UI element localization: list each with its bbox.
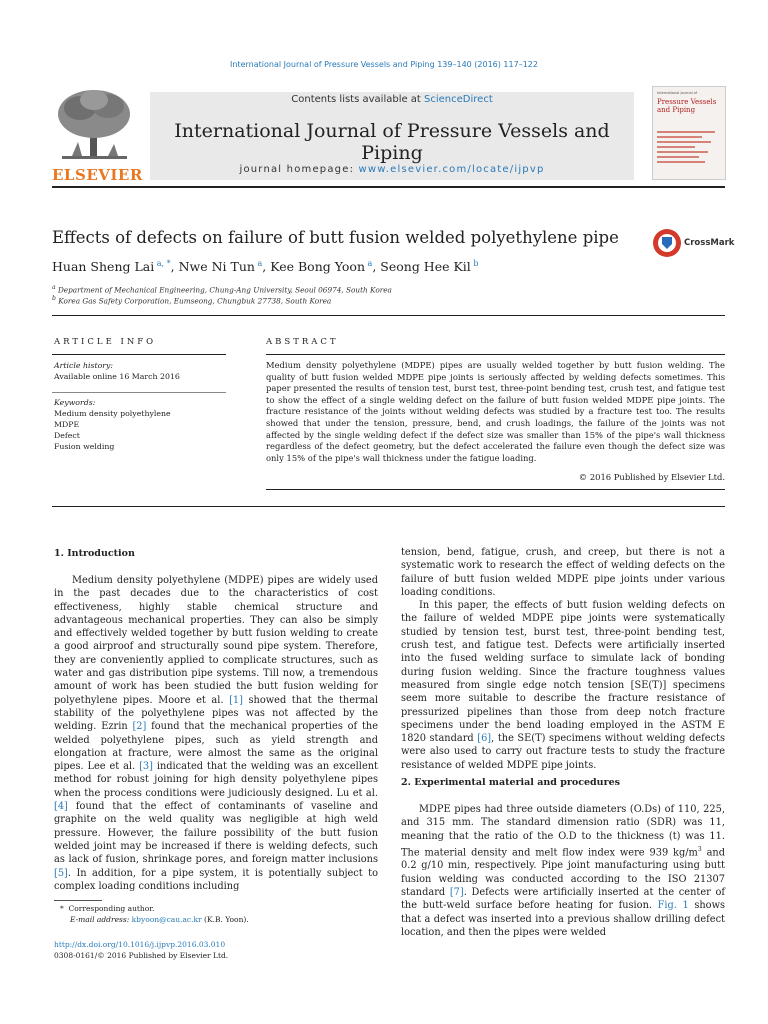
body-paragraph: tension, bend, fatigue, crush, and creep, but there is not a systematic work to research the effect of welding defects on the failure of butt fusion welded MDPE pipe joints under various loading conditions. xyxy=(401,547,725,598)
abstract-bottom-rule xyxy=(266,489,725,490)
crossmark-icon xyxy=(652,228,682,258)
keywords-block xyxy=(54,397,171,452)
figure-link[interactable]: Fig. 1 xyxy=(657,900,689,912)
author-affiliation-mark[interactable]: a xyxy=(367,259,373,268)
keyword-item: Medium density polyethylene xyxy=(54,409,171,418)
abstract-text: Medium density polyethylene (MDPE) pipes are usually welded together by butt fusion welding. The quality of butt fusion welded MDPE pipe joints is seriously affected by welding defects sometimes. This paper presented the results of tension test, burst test, three-point bending test, crush test, and fatigue test to show the effect of a single welding defect on the failure of butt fusion welded MDPE pipe joints. The fracture resistance of the joints without welding defects was studied by a fracture test too. The results showed that under the tension, pressure, bend, and crush loadings, the failure of the joints was not affected by the single welding defect if the defect size was smaller than 15% of the pipe's wall thickness regardless of the defect geometry, but the defect accelerated the failure even though the defect size was only 15% of the pipe's wall thickness under the fatigue loading. xyxy=(266,360,725,463)
crossmark-label: CrossMark xyxy=(684,238,735,248)
doi-block xyxy=(54,939,228,961)
article-title: Effects of defects on failure of butt fusion welded polyethylene pipe xyxy=(52,228,619,247)
reference-link[interactable]: [2] xyxy=(132,721,147,733)
homepage-prefix: journal homepage: xyxy=(239,164,359,175)
reference-link[interactable]: [4] xyxy=(54,801,68,813)
introduction-paragraph: Medium density polyethylene (MDPE) pipes are widely used in the past decades due to the characteristics of cost effectiveness, highly stable chemical structure and advantageous mechanical properties. They can also be simply and effectively welded together by butt fusion welding to create a good airproof and structurally sound pipe system. Therefore, they are conveniently applied to complicate structures, such as water and gas distribution pipe systems. Till now, a tremendous amount of work has been studied the butt fusion welding for polyethylene pipes. Moore et al. [1] showed that the thermal stability of the polyethylene pipes was not affected by the welding. Ezrin [2] found that the mechanical properties of the welded polyethylene pipes, such as yield strength and elongation at fracture, were almost the same as the original pipes. Lee et al. [3] indicated that the welding was an excellent method for robust joining for high density polyethylene pipes when the process conditions were judiciously designed. Lu et al. [4] found that the effect of contaminants of vaseline and graphite on the weld quality was negligible at high weld pressure. However, the failure possibility of the butt fusion welded joint may be increased if there is welding defects, such as lack of fusion, shrinkage pores, and foreign matter inclusions [5]. In addition, for a pipe system, it is potentially subject to complex loading conditions including xyxy=(54,575,378,892)
journal-homepage xyxy=(150,164,634,175)
author-name[interactable]: Nwe Ni Tun xyxy=(178,259,255,275)
journal-cover-image xyxy=(652,86,726,180)
keywords-label: Keywords: xyxy=(54,398,96,407)
sciencedirect-link[interactable]: ScienceDirect xyxy=(424,94,493,105)
reference-link[interactable]: [7] xyxy=(449,887,464,899)
contents-availability xyxy=(150,94,634,105)
reference-link[interactable]: [5] xyxy=(54,867,68,879)
section-1-heading: 1. Introduction xyxy=(54,548,135,559)
abstract-rule xyxy=(266,354,725,355)
reference-link[interactable]: [1] xyxy=(229,694,243,706)
right-column-text xyxy=(401,546,725,772)
corresponding-author-footnote: * Corresponding author. E-mail address: kbyoon@cau.ac.kr (K.B. Yoon). xyxy=(60,904,249,924)
abstract-heading: ABSTRACT xyxy=(266,337,339,347)
title-divider xyxy=(52,315,725,316)
journal-title: International Journal of Pressure Vessels and Piping xyxy=(174,120,610,164)
author-name[interactable]: Kee Bong Yoon xyxy=(270,259,365,275)
keyword-item: Fusion welding xyxy=(54,442,115,451)
doi-link[interactable]: http://dx.doi.org/10.1016/j.ijpvp.2016.03.010 xyxy=(54,940,226,949)
author-list: Huan Sheng Lai $^{a, *}$, Nwe Ni Tun $^a$, Kee Bong Yoon $^a$, Seong Hee Kil $^b$ xyxy=(52,259,479,275)
section-2-heading: 2. Experimental material and procedures xyxy=(401,777,620,788)
author-email-link[interactable]: kbyoon@cau.ac.kr xyxy=(131,915,202,924)
author-affiliation-mark[interactable]: a xyxy=(257,259,263,268)
author-name[interactable]: Huan Sheng Lai xyxy=(52,259,155,275)
article-history xyxy=(54,360,180,382)
cover-subtitle: International Journal of xyxy=(657,91,698,95)
abstract-copyright: © 2016 Published by Elsevier Ltd. xyxy=(578,472,725,482)
history-value: Available online 16 March 2016 xyxy=(54,372,180,381)
affiliation-b: $^b$ Korea Gas Safety Corporation, Eumseong, Chungbuk 27738, South Korea xyxy=(52,295,332,306)
affiliation-a: $^a$ Department of Mechanical Engineering, Chung-Ang University, Seoul 06974, South Korea xyxy=(52,284,392,295)
history-label: Article history: xyxy=(54,361,114,370)
masthead-divider xyxy=(52,186,725,188)
journal-citation[interactable]: International Journal of Pressure Vessels and Piping 139–140 (2016) 117–122 xyxy=(230,60,538,69)
footnote-rule xyxy=(54,900,102,901)
crossmark-badge[interactable] xyxy=(652,228,735,260)
author-name[interactable]: Seong Hee Kil xyxy=(380,259,471,275)
cover-title: Pressure Vessels and Piping xyxy=(657,98,717,114)
keyword-item: MDPE xyxy=(54,420,80,429)
keyword-item: Defect xyxy=(54,431,80,440)
elsevier-wordmark: ELSEVIER xyxy=(52,166,143,184)
contents-prefix: Contents lists available at xyxy=(291,94,425,105)
author-affiliation-mark[interactable]: b xyxy=(473,259,479,268)
author-affiliation-mark[interactable]: a, * xyxy=(156,259,171,268)
keywords-rule xyxy=(52,392,226,393)
article-info-rule xyxy=(52,354,226,355)
homepage-link[interactable]: www.elsevier.com/locate/ijpvp xyxy=(358,164,545,175)
reference-link[interactable]: [3] xyxy=(139,761,153,773)
frontmatter-divider xyxy=(52,506,725,507)
body-paragraph: In this paper, the effects of butt fusion welding defects on the failure of welded MDPE pipe joints were systematically studied by tension test, burst test, three-point bending test, crush test, and fatigue test. Defects were artificially inserted into the fused welding surface to simulate lack of bonding during fusion welding. Since the fracture toughness values measured from single edge notch tension [SE(T)] specimens seem more suitable to describe the fracture resistance of pressurized pipelines than those from deep notch fracture specimens under the bend loading employed in the ASTM E 1820 standard [6], the SE(T) specimens without welding defects were also used to carry out fracture tests to study the fracture resistance of welded MDPE pipe joints. xyxy=(401,600,726,771)
reference-link[interactable]: [6] xyxy=(477,733,492,745)
section-2-paragraph: MDPE pipes had three outside diameters (O.Ds) of 110, 225, and 315 mm. The standard dimension ratio (SDR) was 11, meaning that the ratio of the O.D to the thickness (t) was 11. The material density and melt flow index were 939 $kg/m^3$ and 0.2 g/10 min, respectively. Pipe joint manufacturing using butt fusion welding was conducted according to the ISO 21307 standard [7]. Defects were artificially inserted at the center of the butt-weld surface before heating for fusion. Fig. 1 shows that a defect was inserted into a previous shallow drilling defect location, and then the pipes were welded xyxy=(401,804,725,938)
cover-contents-lines xyxy=(657,131,721,166)
issn-line: 0308-0161/© 2016 Published by Elsevier Ltd. xyxy=(54,951,229,960)
article-info-heading: ARTICLE INFO xyxy=(54,337,157,347)
